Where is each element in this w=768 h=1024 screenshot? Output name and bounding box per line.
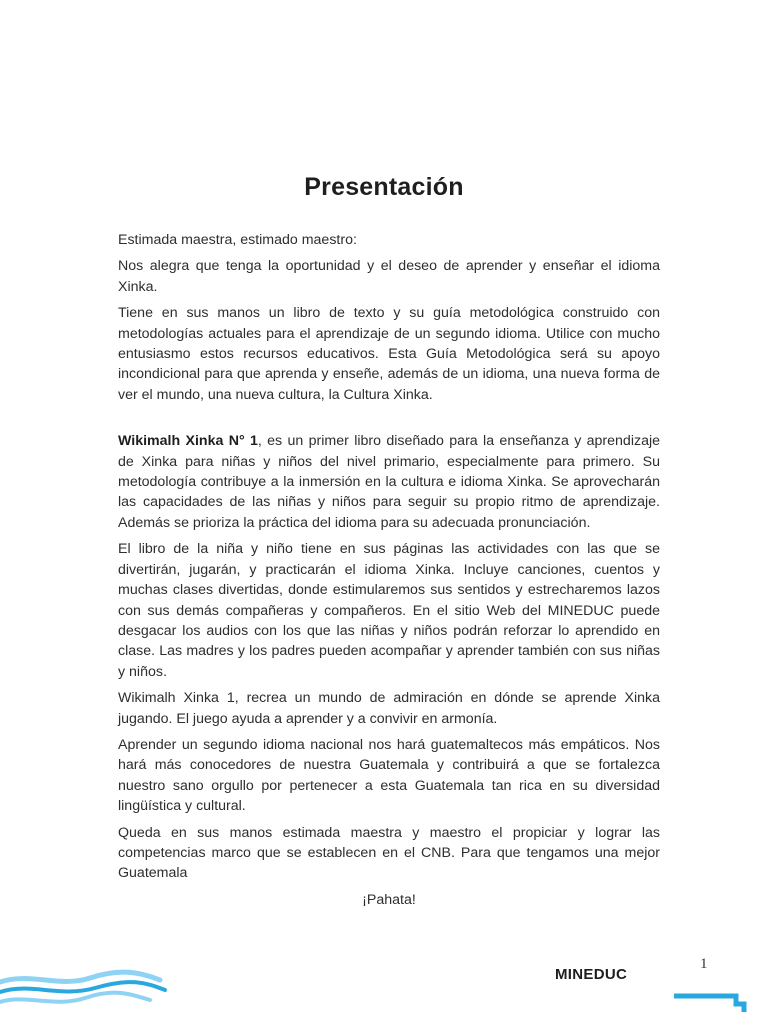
- book-description: , es un primer libro diseñado para la enseñanza y aprendizaje de Xinka para niñas y niños del nivel primario, especialmente para primero. Su metodología contribuye a la inmersión en la cultura e idioma Xinka. Se aprovecharán las capacidades de las niñas y niños para seguir su propio ritmo de aprendizaje. Además se prioriza la práctica del idioma para su adecuada pronunciación.: [118, 433, 661, 531]
- paragraph-intro: Nos alegra que tenga la oportunidad y el deseo de aprender y enseñar el idioma Xinka.: [118, 258, 660, 295]
- paragraph-materials: Tiene en sus manos un libro de texto y su guía metodológica construido con metodologías actuales para el aprendizaje de un segundo idioma. Utilice con mucho entusiasmo estos recursos educativos. Esta Guía Metodológica será su apoyo incondicional para que aprenda y enseñe, además de un idioma, una nueva forma de ver el mundo, una nueva cultura, la Cultura Xinka.: [118, 305, 660, 403]
- farewell: ¡Pahata!: [362, 891, 416, 908]
- corner-bracket-icon: [672, 990, 748, 1014]
- presentation-body: [118, 230, 660, 916]
- page-title: Presentación: [304, 173, 464, 201]
- book-title: Wikimalh Xinka N° 1: [118, 433, 258, 450]
- brand-mineduc: MINEDUC: [555, 966, 628, 983]
- paragraph-play: Wikimalh Xinka 1, recrea un mundo de admiración en dónde se aprende Xinka jugando. El juego ayuda a aprender y a convivir en armonía.: [118, 690, 660, 727]
- wave-decoration-icon: [0, 966, 170, 1016]
- paragraph-language: Aprender un segundo idioma nacional nos hará guatemaltecos más empáticos. Nos hará más conocedores de nuestra Guatemala y contribuirá a que se fortalezca nuestro sano orgullo por pertenecer a esta Guatemala tan rica en su diversidad lingüística y cultural.: [118, 736, 660, 815]
- paragraph-book: [118, 431, 660, 533]
- page-number: 1: [700, 956, 708, 972]
- paragraph-activities: El libro de la niña y niño tiene en sus páginas las actividades con las que se divertirán, jugarán, y practicarán el idioma Xinka. Incluye canciones, cuentos y muchas clases divertidas, donde estimularemos sus sentidos y estrecharemos lazos con sus demás compañeras y compañeros. En el sitio Web del MINEDUC puede desgacar los audios con los que las niñas y niños podrán reforzar lo aprendido en clase. Las madres y los padres pueden acompañar y aprender también con sus niñas y niños.: [118, 541, 660, 680]
- paragraph-closing: Queda en sus manos estimada maestra y maestro el propiciar y lograr las competencias marco que se establecen en el CNB. Para que tengamos una mejor Guatemala: [118, 824, 660, 882]
- salutation: Estimada maestra, estimado maestro:: [118, 232, 357, 248]
